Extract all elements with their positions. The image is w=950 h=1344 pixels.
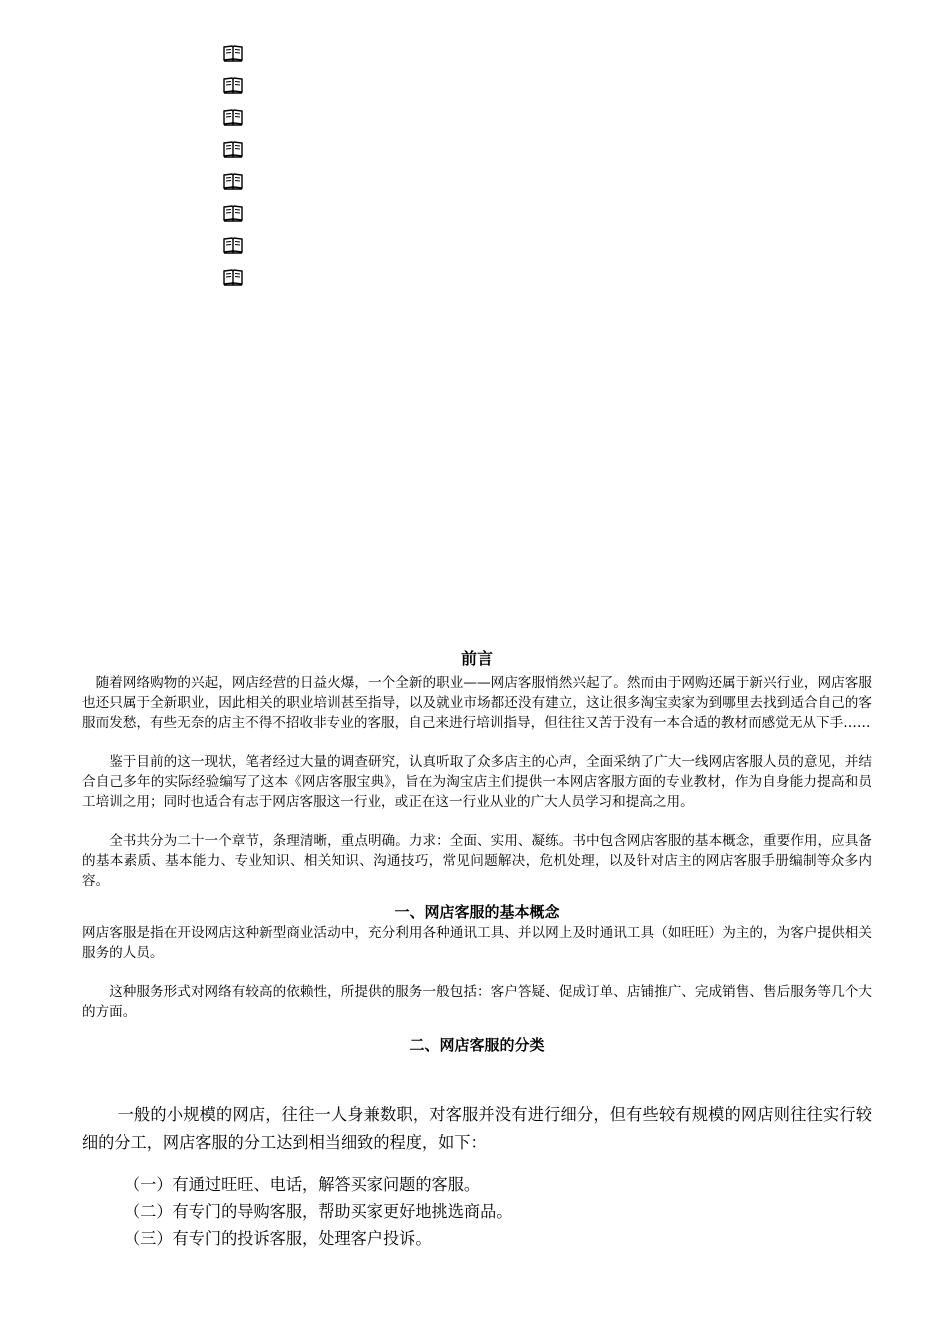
list-item: （一）有通过旺旺、电话，解答买家问题的客服。 <box>124 1175 481 1194</box>
list-item <box>223 140 243 172</box>
list-item <box>223 44 243 76</box>
section-2-list <box>82 1171 872 1252</box>
list-item <box>223 172 243 204</box>
book-icon <box>223 76 243 94</box>
book-icon-list <box>223 44 243 300</box>
list-item <box>223 236 243 268</box>
book-icon <box>223 172 243 190</box>
book-icon <box>223 108 243 126</box>
book-icon <box>223 204 243 222</box>
preface-paragraph-3: 全书共分为二十一个章节，条理清晰，重点明确。力求：全面、实用、凝练。书中包含网店客服的基本概念，重要作用，应具备的基本素质、基本能力、专业知识、相关知识、沟通技巧，常见问题解决，危机处理，以及针对店主的网店客服手册编制等众多内容。 <box>82 833 872 889</box>
list-item: （三）有专门的投诉客服，处理客户投诉。 <box>124 1229 432 1248</box>
page-title: 前言 <box>460 649 493 668</box>
book-icon <box>223 140 243 158</box>
list-item <box>223 268 243 300</box>
preface-paragraph-1: 随着网络购物的兴起，网店经营的日益火爆，一个全新的职业——网店客服悄然兴起了。然而由于网购还属于新兴行业，网店客服也还只属于全新职业，因此相关的职业培训甚至指导，以及就业市场都还没有建立，这让很多淘宝卖家为到哪里去找到适合自己的客服而发愁，有些无奈的店主不得不招收非专业的客服，自己来进行培训指导，但往往又苦于没有一本合适的教材而感觉无从下手…… <box>82 675 872 731</box>
list-item <box>223 204 243 236</box>
section-2-heading: 二、网店客服的分类 <box>409 1036 545 1054</box>
preface-paragraph-2: 鉴于目前的这一现状，笔者经过大量的调查研究，认真听取了众多店主的心声，全面采纳了广大一线网店客服人员的意见，并结合自己多年的实际经验编写了这本《网店客服宝典》，旨在为淘宝店主们提供一本网店客服方面的专业教材，作为自身能力提高和员工培训之用；同时也适合有志于网店客服这一行业，或正在这一行业从业的广大人员学习和提高之用。 <box>82 754 872 810</box>
document-body <box>82 648 872 1252</box>
book-icon <box>223 268 243 286</box>
section-2-paragraph-1: 一般的小规模的网店，往往一人身兼数职，对客服并没有进行细分，但有些较有规模的网店则往往实行较细的分工，网店客服的分工达到相当细致的程度，如下： <box>82 1105 872 1152</box>
book-icon <box>223 236 243 254</box>
book-icon <box>223 44 243 62</box>
list-item: （二）有专门的导购客服，帮助买家更好地挑选商品。 <box>124 1202 513 1221</box>
section-1-paragraph-2: 这种服务形式对网络有较高的依赖性，所提供的服务一般包括：客户答疑、促成订单、店铺推广、完成销售、售后服务等几个大的方面。 <box>82 984 872 1020</box>
list-item <box>223 108 243 140</box>
section-1-paragraph-1: 网店客服是指在开设网店这种新型商业活动中，充分利用各种通讯工具、并以网上及时通讯工具（如旺旺）为主的，为客户提供相关服务的人员。 <box>82 925 872 961</box>
section-1-heading: 一、网店客服的基本概念 <box>394 903 560 921</box>
list-item <box>223 76 243 108</box>
